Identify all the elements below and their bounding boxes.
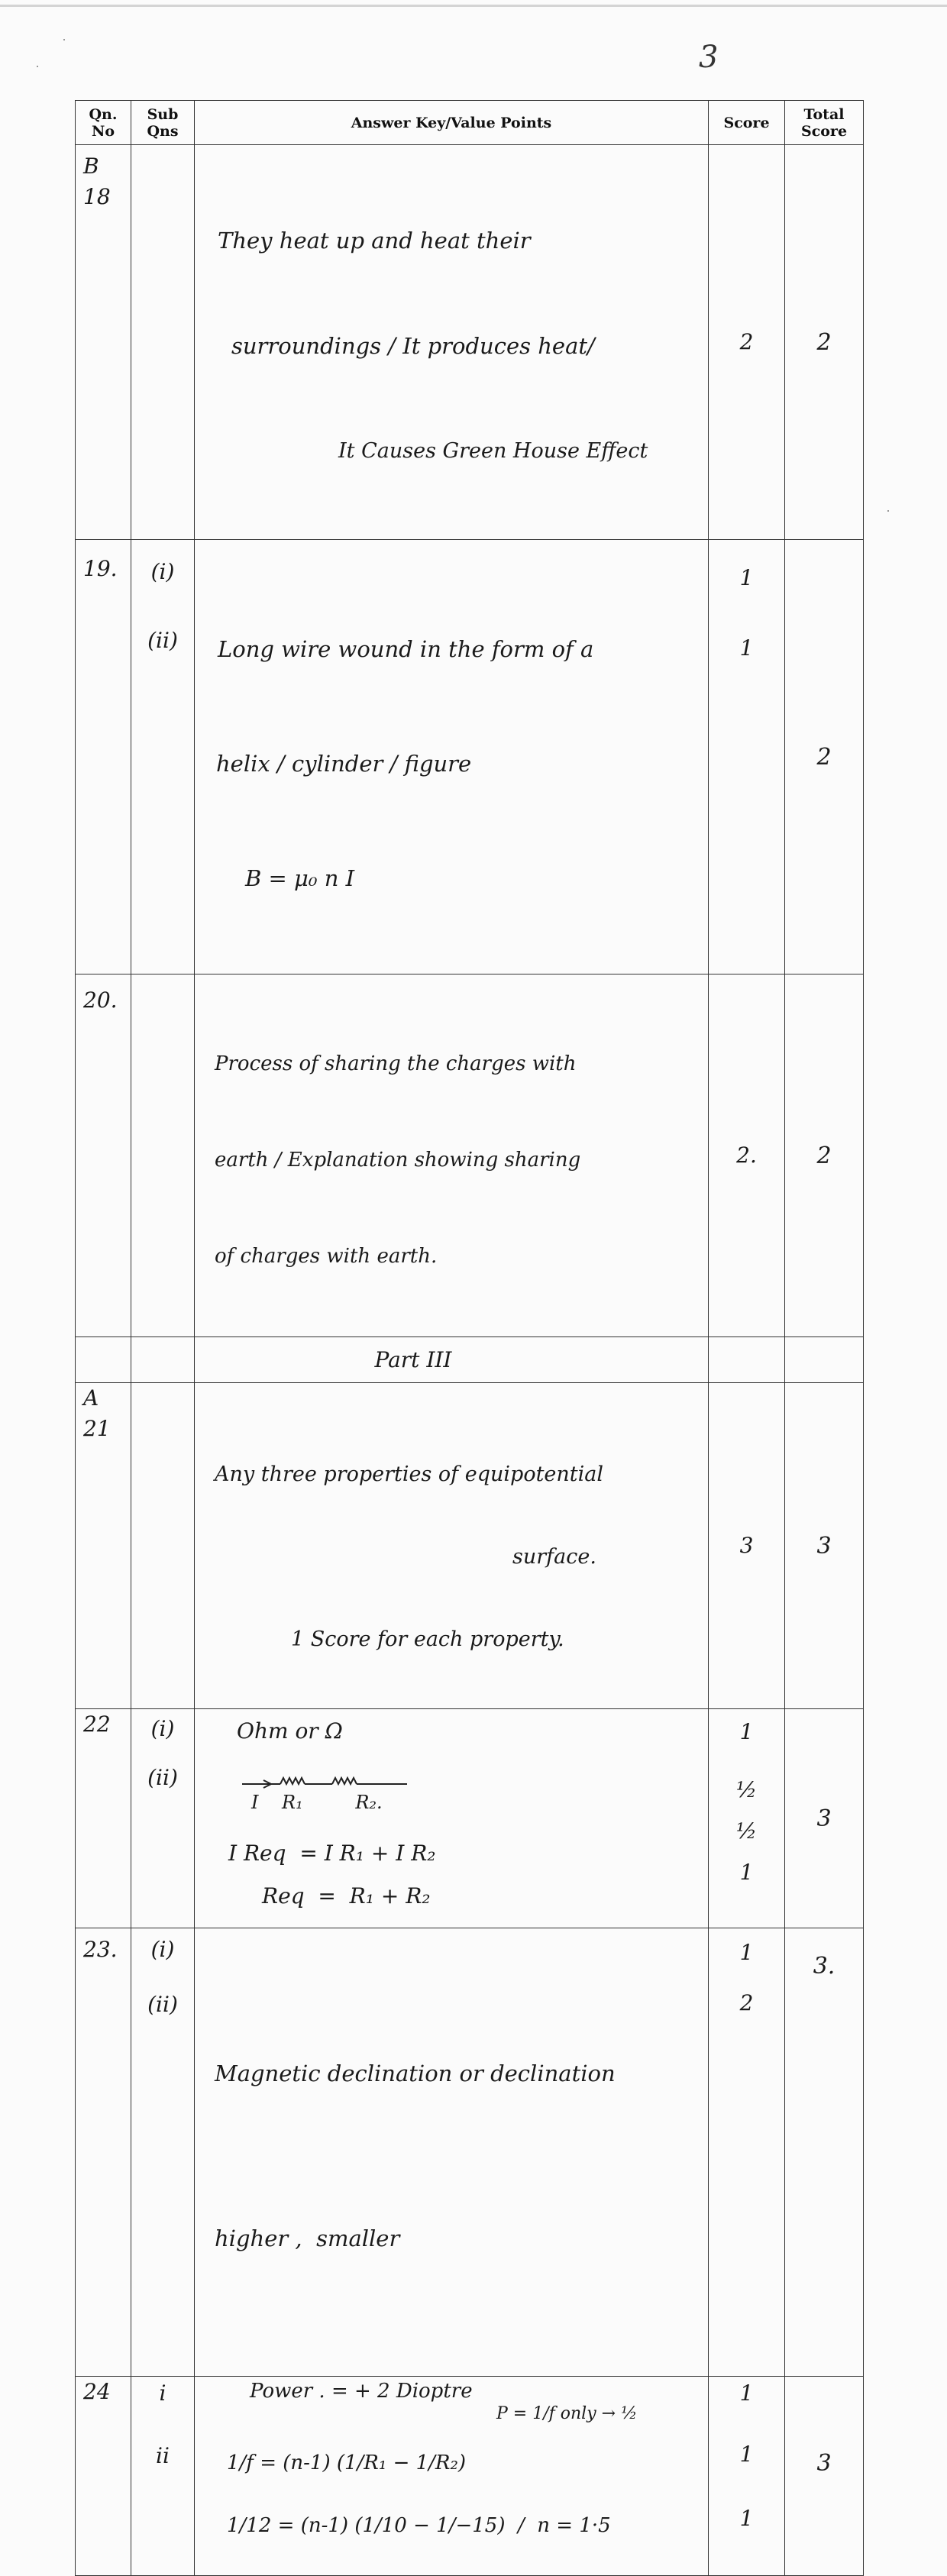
score-value: 1	[739, 1719, 754, 1744]
qn-cell	[76, 145, 131, 540]
score-value: 1	[739, 2506, 754, 2531]
answer-cell	[195, 1337, 709, 1383]
score-cell	[709, 974, 785, 1337]
total-cell	[785, 2377, 864, 2576]
score-value: ½	[735, 1777, 758, 1802]
score-value: 2.	[736, 1143, 757, 1168]
qn-label: B 18	[83, 154, 111, 209]
scan-speck	[887, 510, 889, 512]
total-value: 3	[816, 1805, 832, 1832]
total-cell	[785, 1709, 864, 1928]
answer-line: B = μ₀ n I	[245, 865, 355, 891]
table-row	[76, 1709, 864, 1928]
answer-line: Long wire wound in the form of a	[218, 636, 594, 662]
answer-cell	[195, 2377, 709, 2576]
answer-line: 1 Score for each property.	[291, 1627, 564, 1651]
sub-label: ii	[156, 2443, 170, 2468]
score-value: 1	[739, 2442, 754, 2467]
answer-line: I Req = I R₁ + I R₂	[228, 1841, 436, 1866]
total-value: 2	[816, 328, 832, 356]
qn-cell	[76, 1383, 131, 1709]
qn-label: 19.	[83, 556, 118, 581]
section-row	[76, 1337, 864, 1383]
score-value: ½	[735, 1818, 758, 1844]
table-row	[76, 145, 864, 540]
table-row	[76, 1928, 864, 2377]
answer-line: Power . = + 2 Dioptre	[250, 2380, 473, 2403]
sub-cell	[131, 1709, 195, 1928]
answer-line: earth / Explanation showing sharing	[215, 1149, 581, 1172]
qn-cell	[76, 1928, 131, 2377]
score-cell	[709, 1337, 785, 1383]
scan-speck	[37, 66, 38, 67]
qn-cell	[76, 1337, 131, 1383]
score-value: 1	[739, 1940, 754, 1965]
total-cell	[785, 145, 864, 540]
table-row	[76, 1383, 864, 1709]
total-cell	[785, 974, 864, 1337]
answer-cell	[195, 1928, 709, 2377]
answer-line: of charges with earth.	[215, 1245, 438, 1268]
total-cell	[785, 1383, 864, 1709]
sub-label: (ii)	[147, 628, 178, 653]
answer-line: Process of sharing the charges with	[215, 1052, 577, 1075]
score-value: 2	[739, 329, 754, 354]
qn-cell	[76, 540, 131, 974]
answer-line: surroundings / It produces heat/	[231, 333, 595, 359]
sub-cell	[131, 540, 195, 974]
sub-label: (ii)	[147, 1765, 178, 1790]
circuit-labels: I R₁ R₂.	[251, 1792, 383, 1813]
answer-cell	[195, 974, 709, 1337]
table-row	[76, 540, 864, 974]
score-cell	[709, 1928, 785, 2377]
resistor-circuit-diagram	[241, 1769, 409, 1790]
sub-label: (i)	[150, 559, 175, 584]
part-heading: Part III	[374, 1347, 452, 1372]
answer-line: P = 1/f only → ½	[496, 2404, 638, 2423]
sub-label: (i)	[150, 1716, 175, 1741]
answer-cell	[195, 145, 709, 540]
total-cell	[785, 1337, 864, 1383]
answer-line: surface.	[512, 1545, 596, 1569]
answer-line: Req = R₁ + R₂	[262, 1883, 431, 1909]
answer-line: Ohm or Ω	[237, 1718, 343, 1744]
answer-line: 1/12 = (n-1) (1/10 − 1/−15) / n = 1·5	[227, 2514, 611, 2537]
sub-cell	[131, 1928, 195, 2377]
score-value: 1	[739, 1860, 754, 1885]
qn-label: 24	[83, 2379, 111, 2404]
answer-line: 1/f = (n-1) (1/R₁ − 1/R₂)	[227, 2452, 467, 2474]
score-value: 2	[739, 1990, 754, 2015]
score-cell	[709, 2377, 785, 2576]
answer-line: Any three properties of equipotential	[215, 1463, 604, 1486]
sub-cell	[131, 2377, 195, 2576]
score-value: 1	[739, 635, 754, 661]
qn-cell	[76, 2377, 131, 2576]
answer-cell	[195, 1383, 709, 1709]
header-row	[76, 101, 864, 145]
sub-cell	[131, 974, 195, 1337]
scan-speck	[63, 39, 65, 40]
score-cell	[709, 540, 785, 974]
total-value: 3	[816, 1532, 832, 1559]
total-cell	[785, 1928, 864, 2377]
qn-cell	[76, 1709, 131, 1928]
qn-label: 22	[83, 1711, 111, 1737]
total-value: 3	[816, 2450, 832, 2477]
total-value: 2	[816, 743, 832, 771]
sub-label: (ii)	[147, 1992, 178, 2017]
score-cell	[709, 1709, 785, 1928]
answer-key-table	[75, 100, 864, 2576]
answer-line: Magnetic declination or declination	[215, 2060, 616, 2086]
score-cell	[709, 1383, 785, 1709]
qn-label: 23.	[83, 1937, 118, 1962]
total-value: 3.	[813, 1953, 835, 1980]
table-row	[76, 974, 864, 1337]
sub-cell	[131, 1383, 195, 1709]
answer-cell	[195, 1709, 709, 1928]
answer-line: It Causes Green House Effect	[338, 439, 648, 463]
qn-label: A 21	[83, 1385, 111, 1441]
answer-line: They heat up and heat their	[218, 228, 531, 254]
total-header: Total Score	[785, 101, 864, 145]
sub-cell	[131, 145, 195, 540]
total-cell	[785, 540, 864, 974]
total-value: 2	[816, 1142, 832, 1169]
score-cell	[709, 145, 785, 540]
answer-line: helix / cylinder / figure	[216, 751, 472, 777]
page-number: 3	[699, 40, 719, 75]
answer-cell	[195, 540, 709, 974]
answer-line: higher , smaller	[215, 2225, 400, 2251]
answer-header: Answer Key/Value Points	[195, 101, 709, 145]
sub-cell	[131, 1337, 195, 1383]
qn-header: Qn. No	[76, 101, 131, 145]
qn-label: 20.	[83, 987, 118, 1013]
table-row	[76, 2377, 864, 2576]
score-value: 3	[739, 1533, 754, 1558]
sub-label: (i)	[150, 1937, 175, 1962]
score-header: Score	[709, 101, 785, 145]
sub-header: Sub Qns	[131, 101, 195, 145]
qn-cell	[76, 974, 131, 1337]
score-value: 1	[739, 565, 754, 590]
score-value: 1	[739, 2380, 754, 2406]
scan-edge	[0, 5, 947, 7]
sub-label: i	[159, 2380, 166, 2406]
